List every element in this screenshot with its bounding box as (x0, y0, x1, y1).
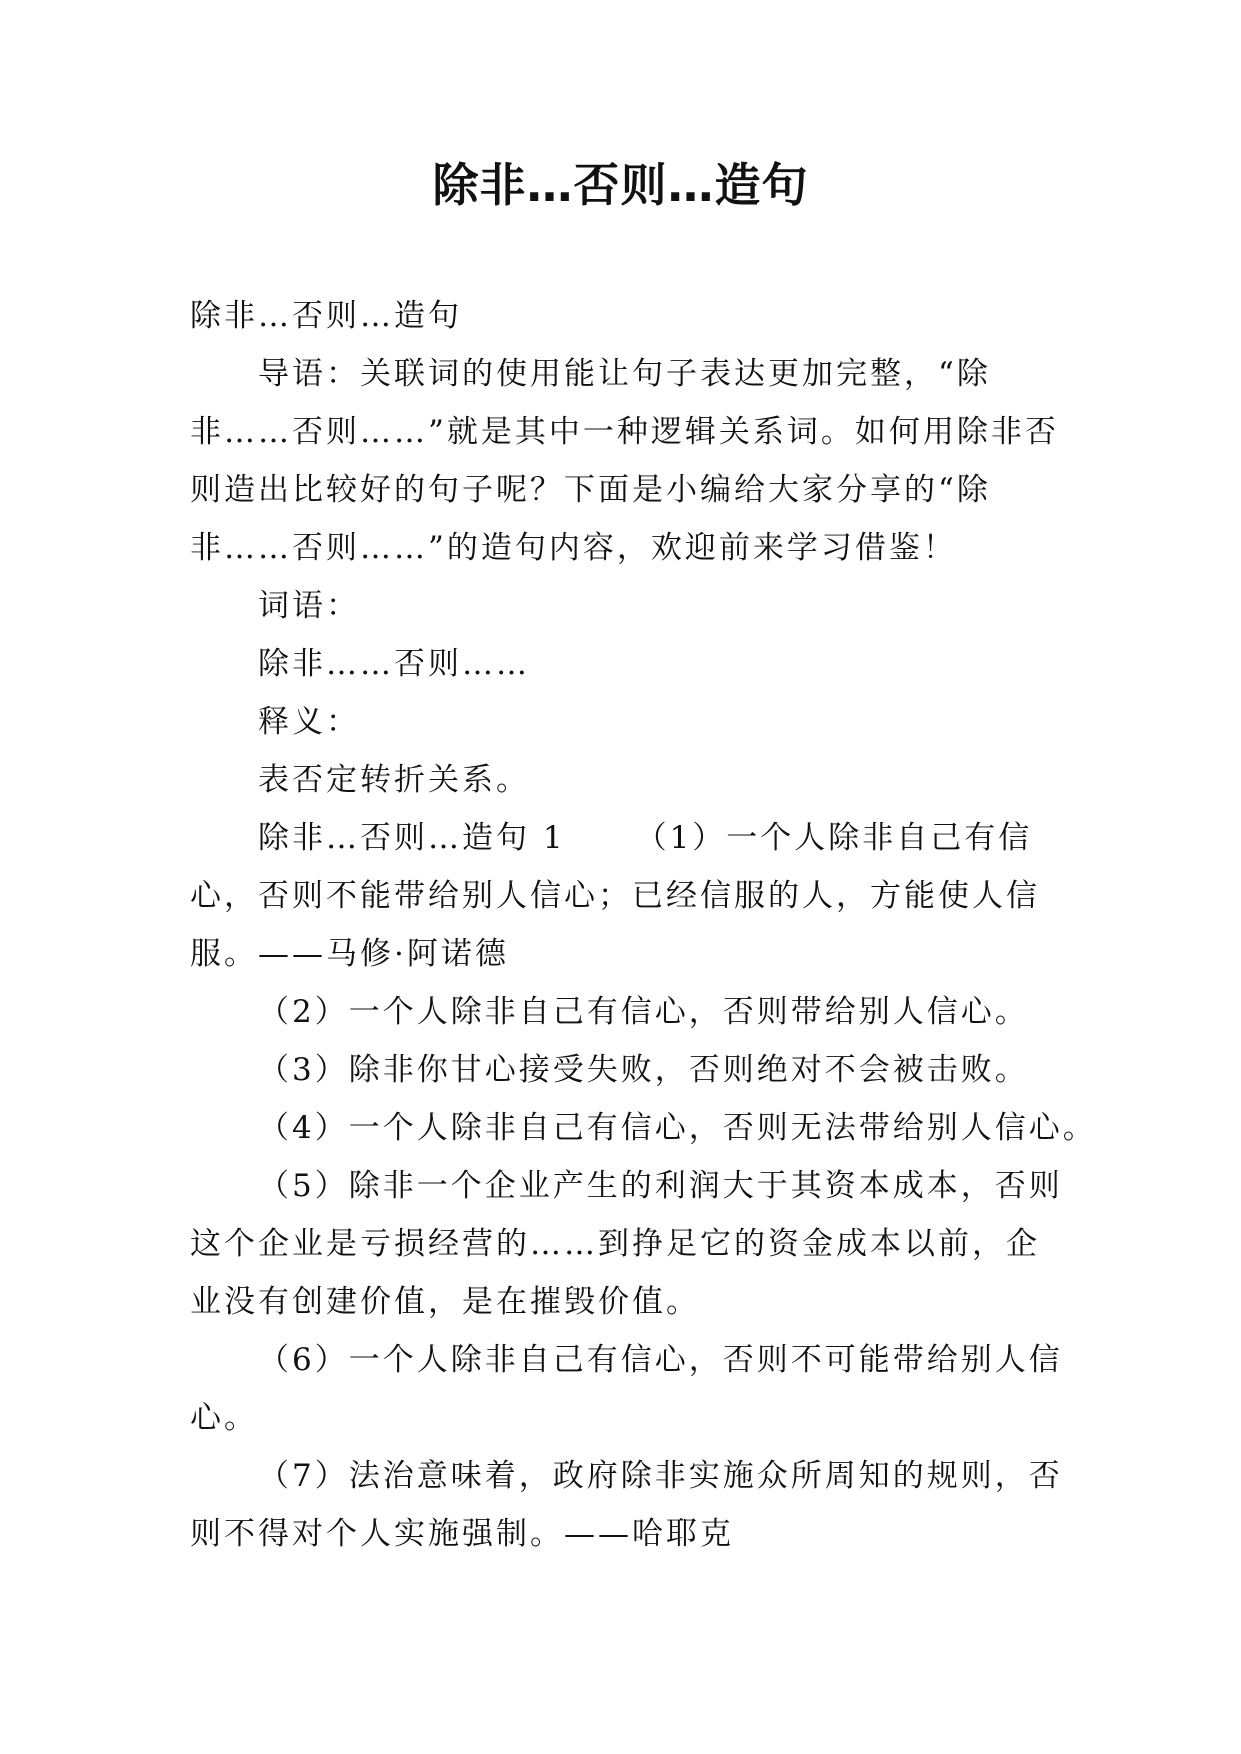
example-sentence: （2）一个人除非自己有信心，否则带给别人信心。 (258, 994, 1029, 1030)
meaning-text: 表否定转折关系。 (258, 762, 530, 798)
example-sentence: （6）一个人除非自己有信心，否则不可能带给别人信心。 (190, 1342, 1063, 1436)
example-sentence: （1）一个人除非自己有信心，否则不能带给别人信心；已经信服的人，方能使人信服。——马修·阿诺德 (190, 820, 1040, 972)
example-sentence: （3）除非你甘心接受失败，否则绝对不会被击败。 (258, 1052, 1029, 1088)
word-text: 除非……否则…… (258, 646, 530, 682)
document-subtitle: 除非…否则…造句 (190, 298, 462, 334)
intro-paragraph: 导语：关联词的使用能让句子表达更加完整，“除非……否则……”就是其中一种逻辑关系词。如何用除非否则造出比较好的句子呢？下面是小编给大家分享的“除非……否则……”的造句内容，欢迎前来学习借鉴！ (190, 356, 1059, 566)
example-sentence: （7）法治意味着，政府除非实施众所周知的规则，否则不得对个人实施强制。——哈耶克 (190, 1458, 1063, 1552)
word-label: 词语： (258, 588, 360, 624)
example-sentence: （5）除非一个企业产生的利润大于其资本成本，否则这个企业是亏损经营的……到挣足它的资金成本以前，企业没有创建价值，是在摧毁价值。 (190, 1168, 1063, 1320)
example-paragraph-1 (190, 809, 1065, 983)
document-title: 除非…否则…造句 (432, 158, 809, 212)
document-body (190, 287, 1097, 1563)
meaning-label: 释义： (258, 704, 360, 740)
example-sentence: （4）一个人除非自己有信心，否则无法带给别人信心。 (258, 1110, 1097, 1146)
section-heading: 除非…否则…造句 1 (258, 820, 566, 856)
